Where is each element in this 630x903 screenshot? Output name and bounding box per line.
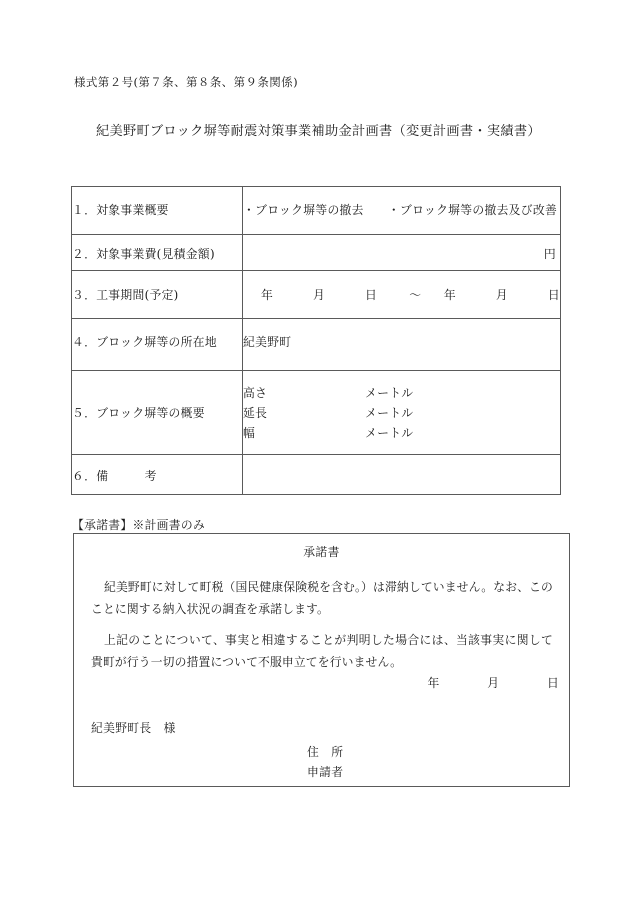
project-overview-value: ・ブロック塀等の撤去 ・ブロック塀等の撤去及び改善 bbox=[243, 203, 558, 217]
signature-block bbox=[307, 742, 343, 782]
table-row bbox=[72, 319, 561, 371]
document-title: 紀美野町ブロック塀等耐震対策事業補助金計画書（変更計画書・実績書） bbox=[96, 124, 541, 139]
table-row bbox=[72, 271, 561, 319]
row-value-cell[interactable] bbox=[243, 371, 561, 455]
consent-year-unit: 年 bbox=[427, 676, 440, 690]
consent-paragraph-2: 上記のことについて、事実と相違することが判明した場合には、当該事実に関して貴町が行う一切の措置について不服申立てを行いません。 bbox=[91, 633, 553, 669]
row-label-cell bbox=[72, 319, 243, 371]
period-tilde: ～ bbox=[409, 288, 422, 302]
row-value-cell[interactable] bbox=[243, 235, 561, 271]
consent-paragraph-1: 紀美野町に対して町税（国民健康保険税を含む。）は滞納していません。なお、このことに関する納入状況の調査を承諾します。 bbox=[91, 580, 553, 616]
row-value-cell[interactable] bbox=[243, 271, 561, 319]
dimension-row-height bbox=[243, 383, 560, 403]
dimension-label: 延長 bbox=[243, 406, 268, 420]
construction-period-fields bbox=[243, 286, 560, 303]
location-value: 紀美野町 bbox=[243, 335, 292, 349]
dimension-row-length bbox=[243, 403, 560, 423]
dimension-unit: メートル bbox=[365, 386, 414, 400]
row-label: ６．備 考 bbox=[72, 469, 157, 483]
row-label: ５．ブロック塀等の概要 bbox=[72, 406, 205, 420]
table-row bbox=[72, 187, 561, 235]
table-row bbox=[72, 371, 561, 455]
addressee-line: 紀美野町長 様 bbox=[91, 721, 176, 735]
start-year-unit: 年 bbox=[261, 288, 274, 302]
dimension-unit: メートル bbox=[365, 406, 414, 420]
applicant-label: 申請者 bbox=[307, 765, 344, 779]
row-label: １．対象事業概要 bbox=[72, 203, 169, 217]
currency-unit: 円 bbox=[543, 247, 556, 261]
form-number: 様式第２号(第７条、第８条、第９条関係) bbox=[74, 75, 298, 89]
end-day-unit: 日 bbox=[547, 288, 560, 302]
consent-title: 承諾書 bbox=[303, 545, 340, 559]
consent-form-box bbox=[73, 533, 570, 787]
consent-date-fields[interactable] bbox=[91, 674, 561, 691]
row-label: ４．ブロック塀等の所在地 bbox=[72, 335, 217, 349]
start-day-unit: 日 bbox=[364, 288, 378, 302]
application-details-table bbox=[71, 186, 561, 495]
table-row bbox=[72, 235, 561, 271]
consent-day-unit: 日 bbox=[547, 676, 559, 690]
dimension-unit: メートル bbox=[365, 426, 414, 440]
row-label-cell bbox=[72, 371, 243, 455]
row-label-cell bbox=[72, 235, 243, 271]
row-label: ２．対象事業費(見積金額) bbox=[72, 247, 215, 261]
row-value-cell[interactable] bbox=[243, 187, 561, 235]
row-value-cell[interactable] bbox=[243, 319, 561, 371]
row-value-cell[interactable] bbox=[243, 455, 561, 495]
end-year-unit: 年 bbox=[443, 288, 457, 302]
dimension-label: 幅 bbox=[243, 426, 256, 440]
start-month-unit: 月 bbox=[312, 288, 326, 302]
address-label: 住 所 bbox=[307, 745, 344, 759]
dimension-row-width bbox=[243, 423, 560, 443]
consent-section-caption: 【承諾書】※計画書のみ bbox=[72, 518, 206, 532]
end-month-unit: 月 bbox=[495, 288, 508, 302]
row-label-cell bbox=[72, 271, 243, 319]
row-label-cell bbox=[72, 187, 243, 235]
remarks-value bbox=[243, 455, 560, 467]
table-row bbox=[72, 455, 561, 495]
dimension-label: 高さ bbox=[243, 386, 268, 400]
consent-month-unit: 月 bbox=[487, 676, 500, 690]
row-label: ３．工事期間(予定) bbox=[72, 288, 179, 302]
row-label-cell bbox=[72, 455, 243, 495]
